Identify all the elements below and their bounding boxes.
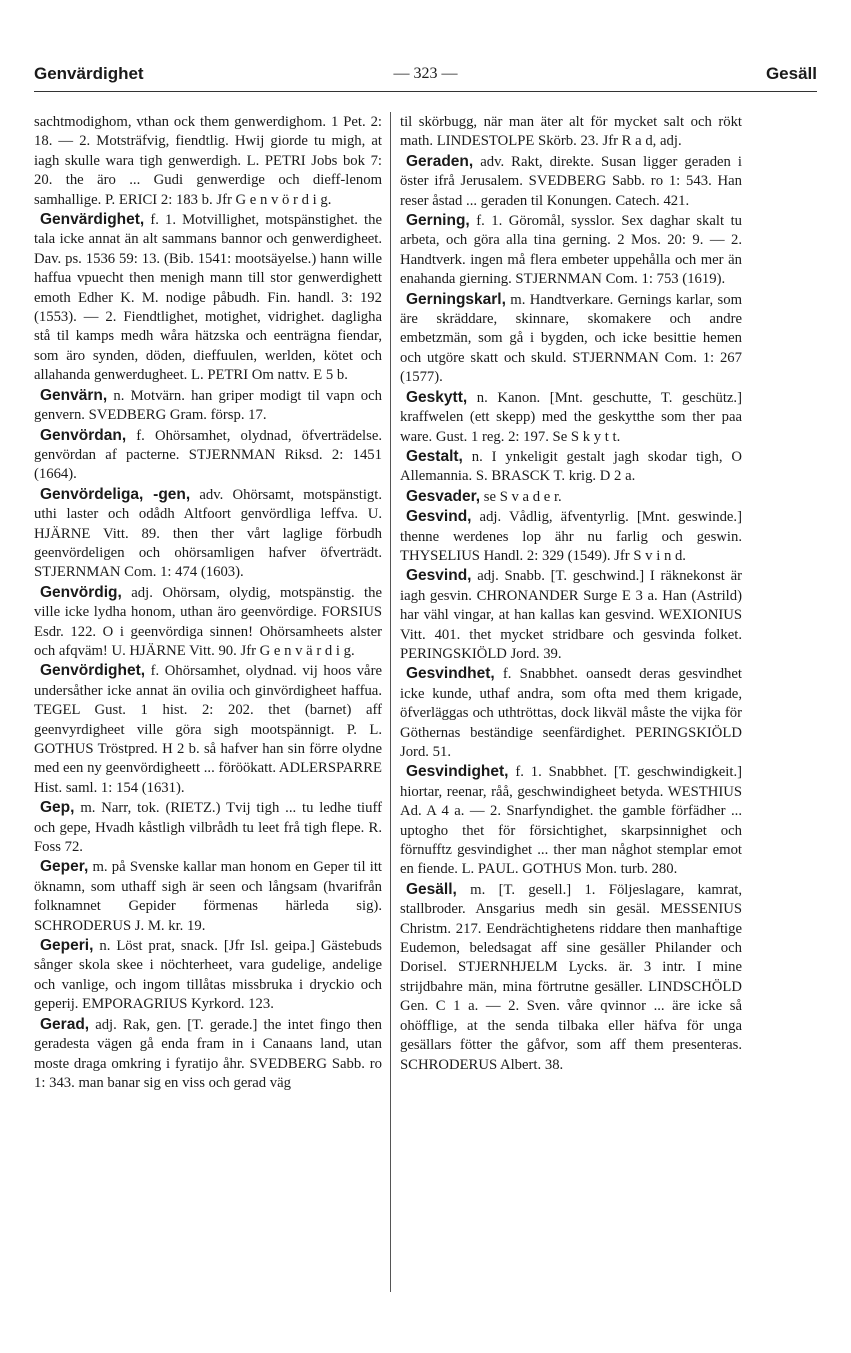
entry-headword: Gestalt, [406,447,463,465]
entry-text: f. 1. Göromål, sysslor. Sex daghar skalt tu arbeta, och göra alla tina gerning. 2 Mos. 20: 9. — 2. Handtverk. ingen må flera embeter uppehålla och mer än enahanda gierning. STJERNMAN Com. 1: 753 (1619). [400,213,742,288]
dictionary-entry [34,1015,382,1094]
header-right-guideword: Gesäll [765,64,817,83]
dictionary-entry [400,211,742,290]
entry-text: m. Handtverkare. Gernings karlar, som äre skräddare, skinnare, skomakere och andre embetzmän, som gå i bygden, och icke besittie hemen och utgöre skatt och skuld. STJERNMAN Com. 1: 267 (1577). [400,291,742,386]
entry-headword: Geperi, [40,937,94,955]
dictionary-entry [34,426,382,485]
entry-headword: Gesvader, [406,487,481,505]
dictionary-entry: til skörbugg, när man äter alt för mycket salt och rökt math. LINDESTOLPE Skörb. 23. Jfr R a d, adj. [400,114,742,150]
entry-text: adj. Vådlig, äfventyrlig. [Mnt. geswinde.] thenne werdenes lop ähr nu farlig och geswin. THYSELIUS Handl. 2: 329 (1549). Jfr S v i n d. [400,509,742,564]
entry-headword: Geskytt, [406,388,468,406]
entry-text: m. på Svenske kallar man honom en Geper til itt öknamn, som uthaff sigh är seen och långsam (hvarifrån folknamnet Gepider förmenas härleda sig). SCHRODERUS J. M. kr. 19. [34,859,382,934]
header-rule [34,91,817,92]
dictionary-entry [400,566,742,664]
dictionary-entry [400,880,742,1075]
entry-headword: Gerningskarl, [406,290,506,308]
entry-text: n. Kanon. [Mnt. geschutte, T. geschütz.] kraffwelen (ett skepp) med the geskytthe som ther paa ware. Gust. 1 reg. 2: 197. Se S k y t t. [400,389,742,445]
entry-headword: Gesvind, [406,508,472,526]
dictionary-entry [34,857,382,936]
entry-headword: Geraden, [406,152,474,170]
entry-text: n. I ynkeligit gestalt jagh skodar tigh, O Allemannia. S. BRASCK T. krig. D 2 a. [400,448,742,485]
dictionary-entry [400,664,742,762]
entry-headword: Genvärdighet, [40,211,145,229]
entry-text: f. Snabbhet. oansedt deras gesvindhet icke kunde, uthaf andra, som ofta med them krigade, öfverläggas och uthtröttas, dock likväl måste the vijka för Göthernas beständige seenfärdighet. PERINGSKIÖLD Jord. 51. [400,666,743,760]
entry-text: adj. Snabb. [T. geschwind.] I räknekonst är iagh gesvin. CHRONANDER Surge E 3 a. Han (Astrild) har vähl vingar, at han kallas kan gesvind. WEXIONIUS Vitt. 401. thet mycket stridbare och gesvinda folket. PERINGSKIÖLD Jord. 39. [400,568,743,662]
entry-text: m. [T. gesell.] 1. Följeslagare, kamrat, stallbroder. Ansgarius medh sin gesäl. MESSENIUS Christm. 217. Eendrächtighetens riddare then manhaftige Eudemon, beledsagat aff sine gesäller Philander och Dorisel. STJERNHJELM Lycks. är. 3 intr. I mine strijdbahre män, mina förtrutne gesäller. LINDSCHÖLD Gen. C 1 a. — 2. Sven. våre qvinnor ... äre icke så ohöfflige, at the senda tilbaka eller häfva för unga gesällars fötter the gåfvor, som aff them presenteras. SCHRODERUS Albert. 38. [400,881,742,1073]
dictionary-entry [34,485,382,583]
dictionary-entry [400,388,742,447]
entry-text: f. Ohörsamhet, olydnad. vij hoos våre undersåther icke annat än ovilia och ginvördigheet haffua. TEGEL Gust. 1 hist. 2: 202. thet (barnet) aff geenvyrdigheet ville göra sigh mootspännigt. P. L. GOTHUS Tröstpred. H 2 b. så hafver han sin förre olydne med een ny geenvördigheett ... föröökatt. ADLERSPARRE Hist. saml. 1: 154 (1631). [34,663,382,796]
entry-text: adj. Ohörsam, olydig, motspänstig. the ville icke lydha honom, uthan äro geenvördige. FORSIUS Esdr. 122. O i geenvördiga sinnen! Ohörsamheets alster och afqväm! U. HJÄRNE Vitt. 90. Jfr G e n v ä r d i g. [34,584,383,659]
dictionary-entry [34,210,382,386]
column-divider [390,112,391,1292]
entry-headword: Genvördeliga, -gen, [40,485,191,503]
entry-text: adj. Rak, gen. [T. gerade.] the intet fingo then geradesta vägen gå enda fram in i Canaans land, utan moste draga omkring i fyratijo åhr. SVEDBERG Sabb. ro 1: 343. man banar sig en viss och gerad väg [34,1016,383,1091]
entry-text: adv. Rakt, direkte. Susan ligger geraden i öster ifrå Jerusalem. SVEDBERG Sabb. ro 1: 543. Han reser åstad ... geraden til Konungen. Catech. 421. [400,153,742,209]
left-column [34,112,382,1093]
dictionary-entry [34,583,382,662]
entry-text: f. Ohörsamhet, olydnad, öfverträdelse. genvördan af pacterne. STJERNMAN Riksd. 2: 1451 (1664). [34,427,383,483]
dictionary-entry [34,386,382,426]
dictionary-entry [400,507,742,566]
entry-headword: Genvördighet, [40,662,146,680]
entry-headword: Gerning, [406,212,470,230]
entry-text: adv. Ohörsamt, motspänstigt. uthi laster och odådh Altfoort genvördliga leffva. U. HJÄRNE Vitt. 89. then ther vårt laglige förbudh geenvördeligen och ohörsamligen hafver öfverträdt. STJERNMAN Com. 1: 474 (1603). [34,486,383,581]
dictionary-entry [34,798,382,857]
entry-headword: Gerad, [40,1015,90,1033]
dictionary-entry [400,152,742,211]
entry-text: n. Löst prat, snack. [Jfr Isl. geipa.] Gästebuds sånger skola skee i nöchterheet, vara gudelige, andelige och vanlige, och ingom tillåtas missbruka i dryckio och geperij. EMPORAGRIUS Kyrkord. 123. [34,938,383,1013]
dictionary-entry [400,290,742,388]
entry-headword: Genvärn, [40,386,108,404]
entry-text: f. 1. Motvillighet, motspänstighet. the tala icke annat än alt sammans bannor och genwerdigheet. Dav. ps. 1536 59: 13. (Bib. 1541: mootsäyelse.) hann wille haffua vpuecht then menigh mann till stor genwerdighett emoth Edher K. M. nodige påbudh. Fin. handl. 3: 192 (1553). — 2. Fiendtlighet, motighet, vidrighet. dagligha stå til kamps medh wåra hätzska och eenträgna fiendar, som äro synden, döden, dieffuulen, werlden, kötet och allahanda genwerdugheet. L. PETRI Om nattv. E 5 b. [34,212,382,384]
dictionary-entry [400,487,742,507]
entry-headword: Genvördan, [40,426,127,444]
entry-text: n. Motvärn. han griper modigt til vapn och genvern. SVEDBERG Gram. försp. 17. [34,387,382,424]
page-header [34,64,817,92]
entry-headword: Gesäll, [406,880,457,898]
entry-headword: Gesvindhet, [406,665,495,683]
entry-headword: Gesvindighet, [406,763,509,781]
entry-text: f. 1. Snabbhet. [T. geschwindigkeit.] hiortar, reenar, råå, geschwindigheet betyda. WESTHIUS Ad. A 4 a. — 2. Snarfyndighet. the gamble förfädher ... uptogho thet för försichtighet, skarpsinnighet och förnufftz gesvindighet ... ther man någhot stemplar emot en fiende. L. PAUL. GOTHUS Mon. turb. 280. [400,764,743,878]
page-number: — 323 — [393,65,458,82]
header-left-guideword: Genvärdighet [34,64,144,83]
entry-headword: Gep, [40,799,75,817]
entry-headword: Geper, [40,858,89,876]
entry-text: m. Narr, tok. (RIETZ.) Tvij tigh ... tu ledhe tiuff och gepe, Hvadh kåstligh vilbrådh tu leet frå tigh flepe. R. Foss 72. [34,800,383,856]
dictionary-entry [400,447,742,487]
entry-headword: Gesvind, [406,567,472,585]
dictionary-entry [34,936,382,1015]
entry-text: se S v a d e r. [483,488,562,505]
dictionary-entry: sachtmodighom, vthan ock them genwerdighom. 1 Pet. 2: 18. — 2. Motsträfvig, fiendtlig. Hwij giorde tu migh, at iagh skulle wara tigh genwerdigh. L. PETRI Jobs bok 7: 20. the äro ... Gudi genwerdige och dieff-lenom samhallige. P. ERICI 2: 183 b. Jfr G e n v ö r d i g. [34,114,382,208]
entry-headword: Genvördig, [40,583,122,601]
right-column [400,112,742,1075]
dictionary-entry [34,661,382,798]
dictionary-entry [400,762,742,879]
